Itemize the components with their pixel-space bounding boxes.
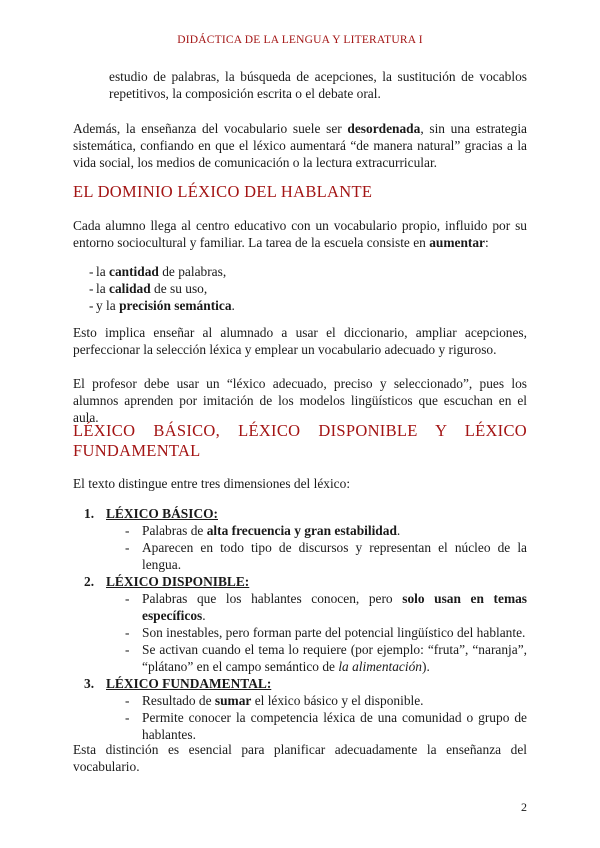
text-run: Palabras de: [142, 523, 207, 538]
dimension-heading: [73, 675, 527, 692]
bold-run: precisión semántica: [119, 298, 232, 313]
dimension-available: [73, 573, 527, 675]
text-run: .: [231, 298, 235, 313]
text-run: Aparecen en todo tipo de discursos y representan el núcleo de la lengua.: [142, 540, 527, 572]
text-run: Son inestables, pero forman parte del potencial lingüístico del hablante.: [142, 625, 526, 640]
text-run: , sin una estrategia sistemática, confiando en que el léxico aumentará “de manera natural” gracias a la vida social, los medios de comunicación o la lectura extracurricular.: [73, 121, 527, 170]
section-heading-block: [73, 421, 527, 461]
text-run: de palabras,: [158, 264, 227, 279]
paragraph: [73, 120, 527, 171]
paragraph: El profesor debe usar un “léxico adecuado, preciso y seleccionado”, pues los alumnos aprenden por imitación de los modelos lingüísticos que escuchan en el aula.: [73, 376, 527, 425]
intro-block: [73, 68, 527, 102]
dimension-number: 2.: [84, 574, 95, 589]
section1-p2: [73, 324, 527, 358]
list-item: - Permite conocer la competencia léxica de una comunidad o grupo de hablantes.: [125, 710, 527, 742]
list-item: - Palabras de alta frecuencia y gran estabilidad.: [125, 523, 401, 538]
section1-body: [73, 217, 527, 251]
intro-continuation: estudio de palabras, la búsqueda de acepciones, la sustitución de vocablos repetitivos, la composición escrita o el debate oral.: [109, 69, 527, 101]
sub-list: [73, 692, 527, 743]
text-run: .: [396, 523, 401, 538]
text-run: Cada alumno llega al centro educativo con un vocabulario propio, influido por su entorno sociocultural y familiar. La tarea de la escuela consiste en: [73, 218, 527, 250]
closing-paragraph: [73, 741, 527, 775]
text-run: .: [202, 608, 206, 623]
paragraph: Esto implica enseñar al alumnado a usar el diccionario, ampliar acepciones, perfeccionar la selección léxica y emplear un vocabulario adecuado y riguroso.: [73, 325, 527, 357]
bold-run: aumentar: [429, 235, 485, 250]
text-run: Permite conocer la competencia léxica de una comunidad o grupo de hablantes.: [142, 710, 527, 742]
section-heading-block: [73, 182, 527, 202]
bold-run: cantidad: [109, 264, 159, 279]
text-run: :: [485, 235, 489, 250]
list-item: - Se activan cuando el tema lo requiere (por ejemplo: “fruta”, “naranja”, “plátano” en el campo semántico de la alimentación).: [125, 642, 527, 674]
section-heading: LÉXICO BÁSICO, LÉXICO DISPONIBLE Y LÉXICO FUNDAMENTAL: [73, 421, 527, 460]
list-item: - Son inestables, pero forman parte del potencial lingüístico del hablante.: [125, 625, 526, 640]
list-item: - Resultado de sumar el léxico básico y el disponible.: [125, 693, 424, 708]
dimension-number: 1.: [84, 506, 95, 521]
paragraph: Esta distinción es esencial para planificar adecuadamente la enseñanza del vocabulario.: [73, 742, 527, 774]
list-item: - Palabras que los hablantes conocen, pero solo usan en temas específicos.: [125, 591, 527, 623]
intro-paragraph: [73, 120, 527, 171]
running-header: DIDÁCTICA DE LA LENGUA Y LITERATURA I: [177, 34, 423, 46]
bold-run: sumar: [214, 693, 252, 708]
bold-run: solo usan en temas específicos: [142, 591, 527, 623]
section1-list: [73, 263, 527, 314]
sub-list: [73, 522, 527, 573]
paragraph: [73, 217, 527, 251]
dimension-fundamental: [73, 675, 527, 743]
text-run: la: [96, 281, 110, 296]
text-run: Palabras que los hablantes conocen, pero: [142, 591, 403, 606]
text-run: Resultado de: [142, 693, 215, 708]
dimension-title: LÉXICO FUNDAMENTAL:: [106, 676, 272, 691]
list-item: [73, 297, 527, 314]
section2-intro: [73, 475, 527, 492]
text-run: de su uso,: [150, 281, 208, 296]
dimension-title: LÉXICO BÁSICO:: [106, 506, 218, 521]
paragraph: El texto distingue entre tres dimensiones del léxico:: [73, 476, 351, 491]
list-item: [73, 263, 527, 280]
text-run: Además, la enseñanza del vocabulario suele ser: [73, 121, 348, 136]
dimension-title: LÉXICO DISPONIBLE:: [106, 574, 250, 589]
italic-run: la alimentación: [338, 659, 422, 674]
bold-run: alta frecuencia y gran estabilidad: [206, 523, 397, 538]
text-run: Se activan cuando el tema lo requiere (por ejemplo: “fruta”, “naranja”, “plátano” en el campo semántico de: [142, 642, 527, 674]
text-run: la: [96, 264, 110, 279]
dash-list: [73, 263, 527, 314]
text-run: el léxico básico y el disponible.: [251, 693, 424, 708]
section1-p3: [73, 375, 527, 426]
dimension-heading: [73, 505, 527, 522]
list-item: - Aparecen en todo tipo de discursos y representan el núcleo de la lengua.: [125, 540, 527, 572]
dimension-heading: [73, 573, 527, 590]
list-item: [73, 280, 527, 297]
bold-run: desordenada: [347, 121, 421, 136]
text-run: y la: [96, 298, 120, 313]
dimensions-list: [73, 505, 527, 743]
text-run: ).: [422, 659, 430, 674]
section-heading: EL DOMINIO LÉXICO DEL HABLANTE: [73, 182, 373, 201]
page-number: 2: [521, 800, 527, 814]
dimension-number: 3.: [84, 676, 95, 691]
sub-list: [73, 590, 527, 675]
dimension-basic: [73, 505, 527, 573]
bold-run: calidad: [109, 281, 151, 296]
